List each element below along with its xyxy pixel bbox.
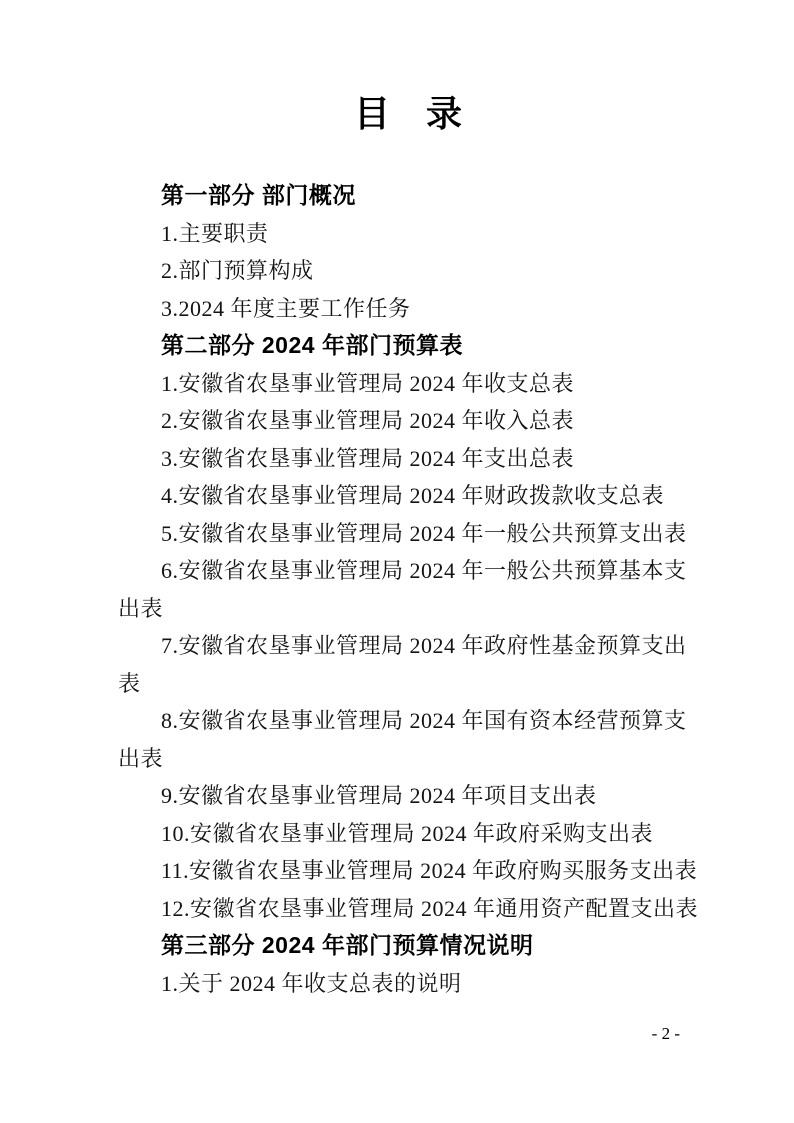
toc-item: 2.安徽省农垦事业管理局 2024 年收入总表 [161,408,575,433]
toc-item: 6.安徽省农垦事业管理局 2024 年一般公共预算基本支 [161,558,687,583]
toc-item: 8.安徽省农垦事业管理局 2024 年国有资本经营预算支 [161,708,687,733]
toc-item: 7.安徽省农垦事业管理局 2024 年政府性基金预算支出 [161,633,687,658]
page-title: 目 录 [353,93,462,134]
page-number: - 2 - [651,1024,680,1043]
toc-item-continuation: 出表 [118,595,164,621]
toc-item: 3.安徽省农垦事业管理局 2024 年支出总表 [161,445,575,471]
toc-item: 1.主要职责 [161,220,269,246]
toc-item: 12.安徽省农垦事业管理局 2024 年通用资产配置支出表 [161,895,699,921]
toc-section-heading: 第三部分 2024 年部门预算情况说明 [161,932,534,958]
toc-item: 10.安徽省农垦事业管理局 2024 年政府采购支出表 [161,820,654,846]
toc-item-continuation: 出表 [118,745,164,771]
toc-item: 2.部门预算构成 [161,258,314,283]
toc-item: 4.安徽省农垦事业管理局 2024 年财政拨款收支总表 [161,483,665,508]
toc-item: 1.关于 2024 年收支总表的说明 [161,970,462,996]
toc-item: 5.安徽省农垦事业管理局 2024 年一般公共预算支出表 [161,520,687,546]
toc-item: 11.安徽省农垦事业管理局 2024 年政府购买服务支出表 [161,858,698,883]
toc-item: 3.2024 年度主要工作任务 [161,295,411,321]
toc-section-heading: 第二部分 2024 年部门预算表 [161,332,463,358]
table-of-contents [118,177,699,1002]
toc-item: 9.安徽省农垦事业管理局 2024 年项目支出表 [161,783,597,808]
toc-item: 1.安徽省农垦事业管理局 2024 年收支总表 [161,370,575,396]
toc-item-continuation: 表 [118,670,141,696]
toc-section-heading: 第一部分 部门概况 [161,182,356,208]
